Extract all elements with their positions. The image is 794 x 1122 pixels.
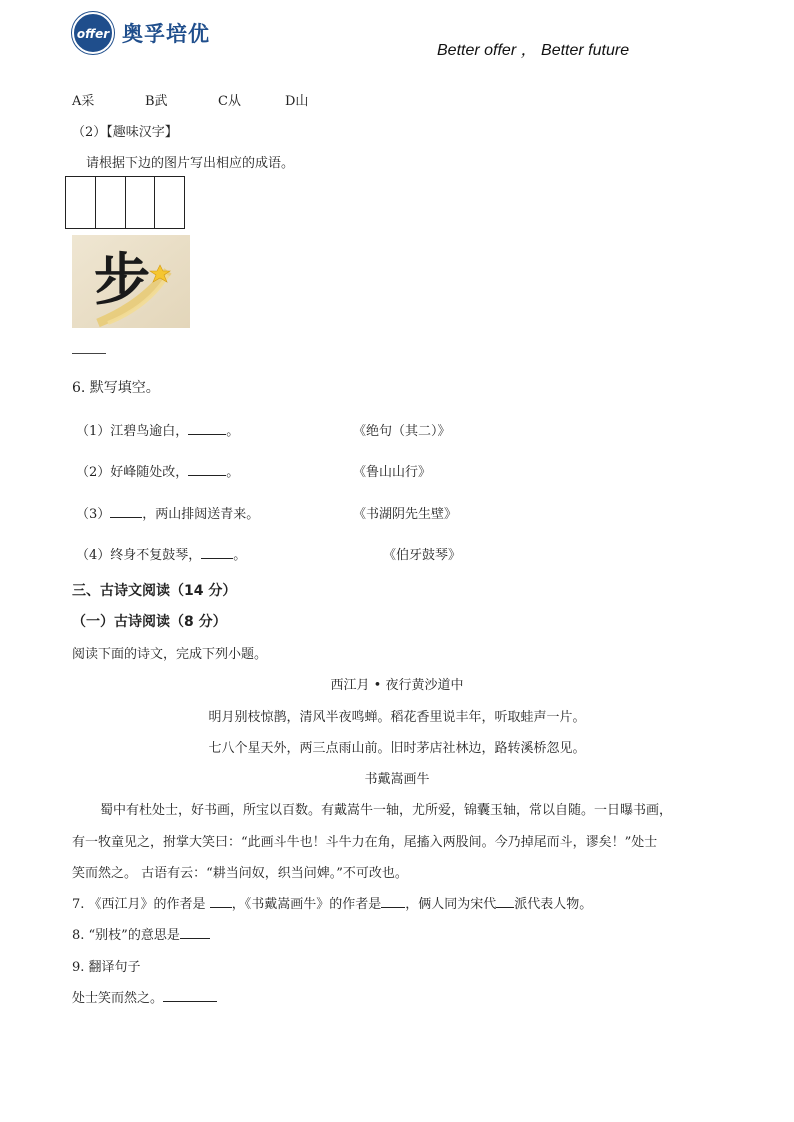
q7-blank-1 <box>210 893 232 908</box>
option-a: A采 <box>72 94 95 109</box>
picture-char: 步 <box>94 248 150 313</box>
q6-item-1-post: 。 <box>226 424 240 439</box>
option-c: C从 <box>218 94 241 109</box>
q9-blank <box>163 987 217 1002</box>
q6-item-4-pre: （4）终身不复鼓琴， <box>76 548 202 563</box>
q7-part-b: ，《书戴嵩画牛》的作者是 <box>231 897 382 912</box>
prose-title: 书戴嵩画牛 <box>364 772 430 787</box>
q7-blank-2 <box>381 893 405 908</box>
q6-item-2 <box>76 461 239 480</box>
q6-item-3-pre: （3） <box>76 507 111 522</box>
q7-part-a: 7. 《西江月》的作者是 <box>72 897 206 912</box>
idiom-picture <box>72 235 190 328</box>
prose-line-3: 笑而然之。 古语有云：“耕当问奴，织当问婢。”不可改也。 <box>72 866 408 881</box>
grid-cell <box>96 177 126 228</box>
q8-blank <box>180 924 210 939</box>
option-d: D山 <box>285 94 309 109</box>
q6-item-4-blank <box>201 544 233 559</box>
logo-badge <box>72 12 114 54</box>
option-b: B武 <box>145 94 168 109</box>
q6-item-2-source: 《鲁山山行》 <box>353 465 432 480</box>
poem-line-1: 明月别枝惊鹊，清风半夜鸣蝉。稻花香里说丰年，听取蛙声一片。 <box>208 710 586 725</box>
q6-item-2-blank <box>188 461 226 476</box>
q6-item-3 <box>76 503 259 522</box>
part2-instruction: 请根据下边的图片写出相应的成语。 <box>86 156 295 171</box>
tagline: Better offer ， Better future <box>437 42 630 59</box>
grid-cell <box>126 177 156 228</box>
q6-item-4 <box>76 544 246 563</box>
q7-blank-3 <box>496 893 514 908</box>
logo-text: 奥孚培优 <box>122 22 210 46</box>
q6-item-2-post: 。 <box>226 465 240 480</box>
q7-part-d: 派代表人物。 <box>514 897 593 912</box>
q6-item-3-source: 《书湖阴先生壁》 <box>353 507 458 522</box>
q6-item-3-blank <box>110 503 142 518</box>
q8 <box>72 924 210 943</box>
q8-text: 8. “别枝”的意思是 <box>72 928 180 943</box>
prose-line-1: 蜀中有杜处士，好书画，所宝以百数。有戴嵩牛一轴，尤所爱，锦囊玉轴，常以自随。一日曝书画， <box>100 803 673 818</box>
q9: 9. 翻译句子 <box>72 960 141 975</box>
answer-line <box>72 353 106 354</box>
part2-label: （2）【趣味汉字】 <box>72 125 178 140</box>
q7-part-c: ，俩人同为宋代 <box>405 897 497 912</box>
answer-grid <box>65 176 185 229</box>
q6-item-1-pre: （1）江碧鸟逾白， <box>76 424 189 439</box>
q6-item-1-source: 《绝句（其二）》 <box>353 424 451 439</box>
q6-item-4-source: 《伯牙鼓琴》 <box>383 548 462 563</box>
q6-title: 6. 默写填空。 <box>72 380 160 396</box>
section3-subheading: （一）古诗阅读（8 分） <box>72 614 227 630</box>
q9-sentence-line <box>72 987 217 1006</box>
q7 <box>72 893 592 912</box>
poem-title: 西江月 • 夜行黄沙道中 <box>330 678 464 693</box>
q6-item-2-pre: （2）好峰随处改， <box>76 465 189 480</box>
section3-instruction: 阅读下面的诗文，完成下列小题。 <box>72 647 268 662</box>
prose-line-2: 有一牧童见之，拊掌大笑曰：“此画斗牛也！斗牛力在角，尾搐入两股间。今乃掉尾而斗，谬矣！”处士 <box>72 835 658 850</box>
grid-cell <box>66 177 96 228</box>
q6-item-3-post: ，两山排闼送青来。 <box>142 507 260 522</box>
q9-sentence: 处士笑而然之。 <box>72 991 164 1006</box>
q6-item-1 <box>76 420 239 439</box>
grid-cell <box>155 177 184 228</box>
q6-item-4-post: 。 <box>233 548 247 563</box>
poem-line-2: 七八个星天外，两三点雨山前。旧时茅店社林边，路转溪桥忽见。 <box>208 741 586 756</box>
section3-heading: 三、古诗文阅读（14 分） <box>72 583 237 599</box>
q6-item-1-blank <box>188 420 226 435</box>
logo-badge-text: offer <box>76 27 110 41</box>
